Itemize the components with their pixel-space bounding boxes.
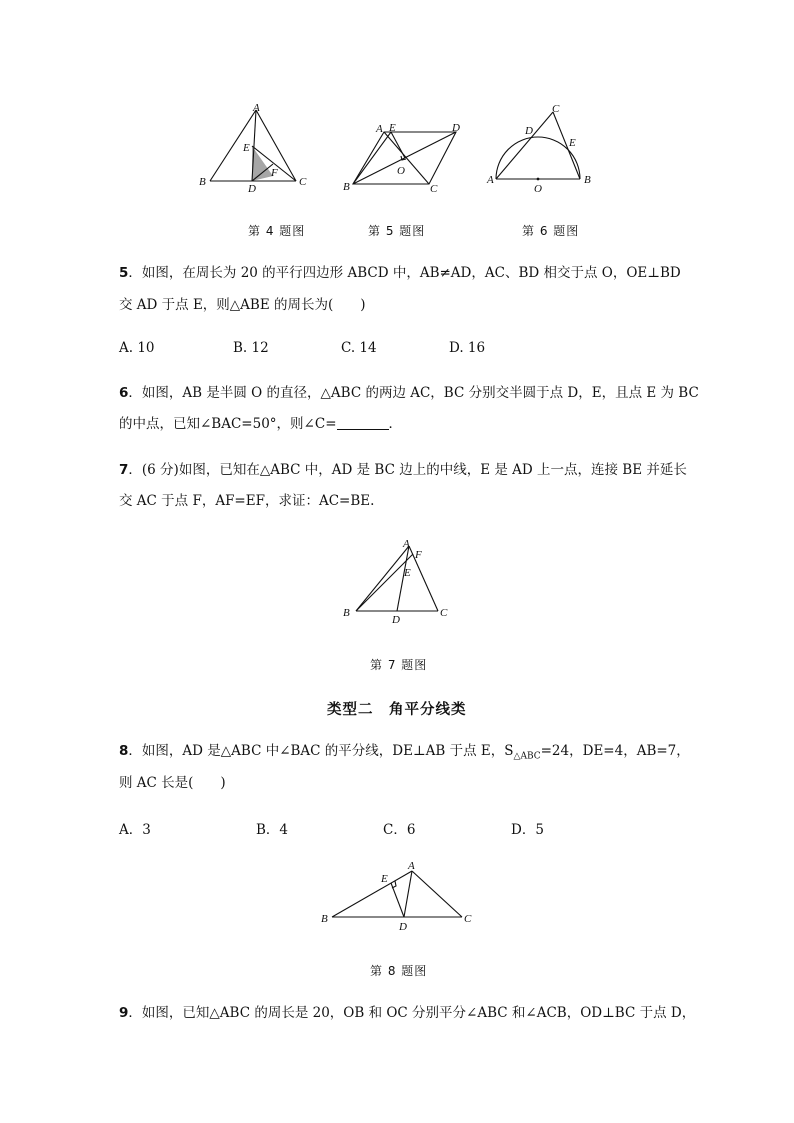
- fig4-label-e: E: [243, 142, 250, 154]
- fig7-label-a: A: [403, 538, 410, 550]
- q6-number: 6: [119, 385, 129, 401]
- fig6-label-d: D: [525, 125, 533, 137]
- fig6-label-a: A: [487, 174, 494, 186]
- fig4-label-f: F: [271, 167, 278, 179]
- fig6-label-e: E: [569, 137, 576, 149]
- fig8-label-b: B: [321, 913, 328, 925]
- figure-6: [485, 100, 600, 195]
- q8-option-c[interactable]: C．6: [383, 822, 416, 838]
- fig6-center-dot: [537, 178, 540, 181]
- fig6-label-c: C: [552, 103, 560, 115]
- q5-option-d[interactable]: D. 16: [449, 340, 486, 356]
- q8-option-d[interactable]: D．5: [511, 822, 544, 838]
- fig8-label-e: E: [381, 873, 388, 885]
- figure-4: [195, 100, 310, 192]
- fig5-caption: 第 5 题图: [368, 224, 426, 238]
- fig5-label-c: C: [430, 183, 438, 194]
- fig8-label-d: D: [399, 921, 407, 933]
- q6-line2: [119, 415, 402, 434]
- q5-option-b[interactable]: B. 12: [233, 340, 269, 356]
- fig4-caption: 第 4 题图: [248, 224, 306, 238]
- fig5-line-be: [353, 132, 391, 184]
- q7-number: 7: [119, 462, 129, 478]
- q8-text-1b: =24，DE=4，AB=7，: [540, 743, 690, 759]
- q8-number: 8: [119, 743, 129, 759]
- fig8-line-ab: [332, 871, 412, 917]
- fig6-caption: 第 6 题图: [522, 224, 580, 238]
- q7-text-2: 交 AC 于点 F，AF=EF，求证：AC=BE.: [119, 493, 375, 509]
- q8-option-b[interactable]: B．4: [256, 822, 289, 838]
- q9-line1: [119, 1004, 695, 1023]
- q6-text-1: ．如图，AB 是半圆 O 的直径，△ABC 的两边 AC，BC 分别交半圆于点 D，E，且点 E 为 BC: [128, 385, 699, 401]
- fig6-label-o: O: [534, 183, 542, 195]
- q6-line1: [119, 384, 699, 403]
- q6-text-2: 的中点，已知∠BAC=50°，则∠C=: [119, 416, 337, 432]
- fig7-caption: 第 7 题图: [370, 658, 428, 672]
- fig7-label-c: C: [440, 607, 448, 619]
- fig6-label-b: B: [584, 174, 591, 186]
- fig4-label-b: B: [199, 176, 206, 188]
- fig5-line-ac: [384, 132, 429, 184]
- figure-5: [340, 118, 470, 194]
- fig5-line-eo: [391, 132, 405, 158]
- q6-answer-blank[interactable]: [337, 416, 389, 430]
- q9-text-1: ．如图，已知△ABC 的周长是 20，OB 和 OC 分别平分∠ABC 和∠ACB，OD⊥BC 于点 D，: [128, 1005, 696, 1021]
- q6-text-3: ．: [388, 416, 403, 432]
- fig7-label-b: B: [343, 607, 350, 619]
- q5-line1: [119, 264, 681, 283]
- q5-text-1: ．如图，在周长为 20 的平行四边形 ABCD 中，AB≠AD，AC、BD 相交于点 O，OE⊥BD: [128, 265, 681, 281]
- q8-text-2: 则 AC 长是( ): [119, 775, 226, 791]
- q5-option-c[interactable]: C. 14: [341, 340, 377, 356]
- fig4-label-d: D: [248, 183, 256, 192]
- fig5-label-b: B: [343, 181, 350, 193]
- fig7-line-bf: [356, 554, 413, 611]
- q8-line1: [119, 742, 690, 767]
- q5-text-2: 交 AD 于点 E，则△ABE 的周长为( ): [119, 297, 366, 313]
- fig4-label-c: C: [299, 176, 307, 188]
- q8-subscript: △ABC: [513, 751, 541, 762]
- fig5-label-e: E: [389, 122, 396, 134]
- fig8-label-c: C: [464, 913, 472, 925]
- q5-option-a[interactable]: A. 10: [119, 340, 155, 356]
- fig8-caption: 第 8 题图: [370, 964, 428, 978]
- fig4-label-a: A: [253, 102, 260, 114]
- section-title: 类型二 角平分线类: [327, 702, 467, 718]
- fig7-label-d: D: [392, 614, 400, 626]
- figure-8: [318, 858, 478, 936]
- q9-number: 9: [119, 1005, 129, 1021]
- fig6-line-bc: [553, 112, 580, 179]
- q7-line1: [119, 461, 687, 480]
- fig8-line-ac: [412, 871, 462, 917]
- figure-7: [340, 536, 455, 628]
- fig7-label-e: E: [404, 567, 411, 579]
- q8-text-1a: ．如图，AD 是△ABC 中∠BAC 的平分线，DE⊥AB 于点 E，S: [128, 743, 514, 759]
- fig8-label-a: A: [408, 860, 415, 872]
- fig7-line-ac: [409, 546, 438, 611]
- fig4-shaded-triangle: [252, 146, 273, 181]
- fig5-label-d: D: [452, 122, 460, 134]
- q8-option-a[interactable]: A．3: [119, 822, 151, 838]
- fig6-semicircle: [496, 137, 580, 179]
- fig7-label-f: F: [415, 549, 422, 561]
- fig7-line-ab: [356, 546, 409, 611]
- fig8-line-ad: [404, 871, 412, 917]
- fig6-line-ac: [496, 112, 553, 179]
- fig5-label-a: A: [376, 123, 383, 135]
- fig5-label-o: O: [397, 165, 405, 177]
- q7-text-1: ．(6 分)如图，已知在△ABC 中，AD 是 BC 边上的中线，E 是 AD 上一点，连接 BE 并延长: [128, 462, 687, 478]
- q5-number: 5: [119, 265, 129, 281]
